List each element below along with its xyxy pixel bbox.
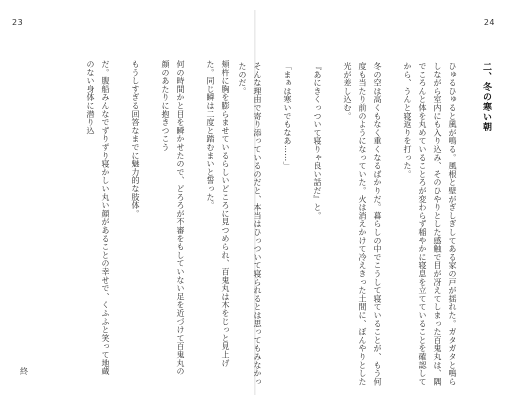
chapter-title: 二、冬の寒い朝 [481, 62, 491, 132]
right-paragraph: そんな理由で寄り添っているのだと、本当はひっついて寝られるとは思ってもみなかったのだ。 [238, 62, 262, 386]
right-paragraph: 『あにきくっついて寝りゃ良い話だ』と。 [313, 62, 322, 220]
right-paragraph: 「まぁは寒いでもなあ……」 [283, 62, 292, 170]
left-page [6, 10, 254, 395]
right-paragraph: ひゅるひゅると風が鳴る。風根と壁がぎしぎしてある家の戸が揺れた。ガタガタと鳴らしながら室内にも入り込み、そのひやりとした感触で目が冴えてしまった百鬼丸は、隅でころんと体を丸めていることろが変わらず稲やかに寝息を立てていることを確認してから、うんと寝返りを打った。 [403, 62, 457, 386]
left-paragraph: もうしすぎる回答なまでに魅力的な肢体。 [131, 60, 140, 218]
end-mark: 終 [20, 367, 28, 376]
left-paragraph: だ。腹船みんなでずりずり寝かしい丸い顔があることの幸せで、くふふと笑って地蔵のない身体に潜り込 [86, 60, 110, 376]
right-paragraph: 冬の空は高くもなく重くなるばかりだ。暮らしの中でこうして寝ていることが、もう何度も当たり前のようになっていた。火は消えかけて冷えきった土間に、ぼんやりとした光が差し込む。 [343, 62, 382, 386]
right-page [238, 10, 503, 395]
left-paragraph: 頬杵に胸を膨らませているらしいどころに見つめられ、百鬼丸は木をじっと見上げた。同じ瞬は二度と踏むまいと誓った。 [206, 60, 230, 368]
left-paragraph: 何の時間かと目を瞬かせたので、どろろが不審をもしていない足を近づけて百鬼丸の顔のあたりに抱きつこう [161, 60, 185, 376]
right-page-number: 24 [483, 18, 495, 27]
right-page-body [238, 62, 475, 387]
left-page-number: 23 [12, 18, 24, 27]
